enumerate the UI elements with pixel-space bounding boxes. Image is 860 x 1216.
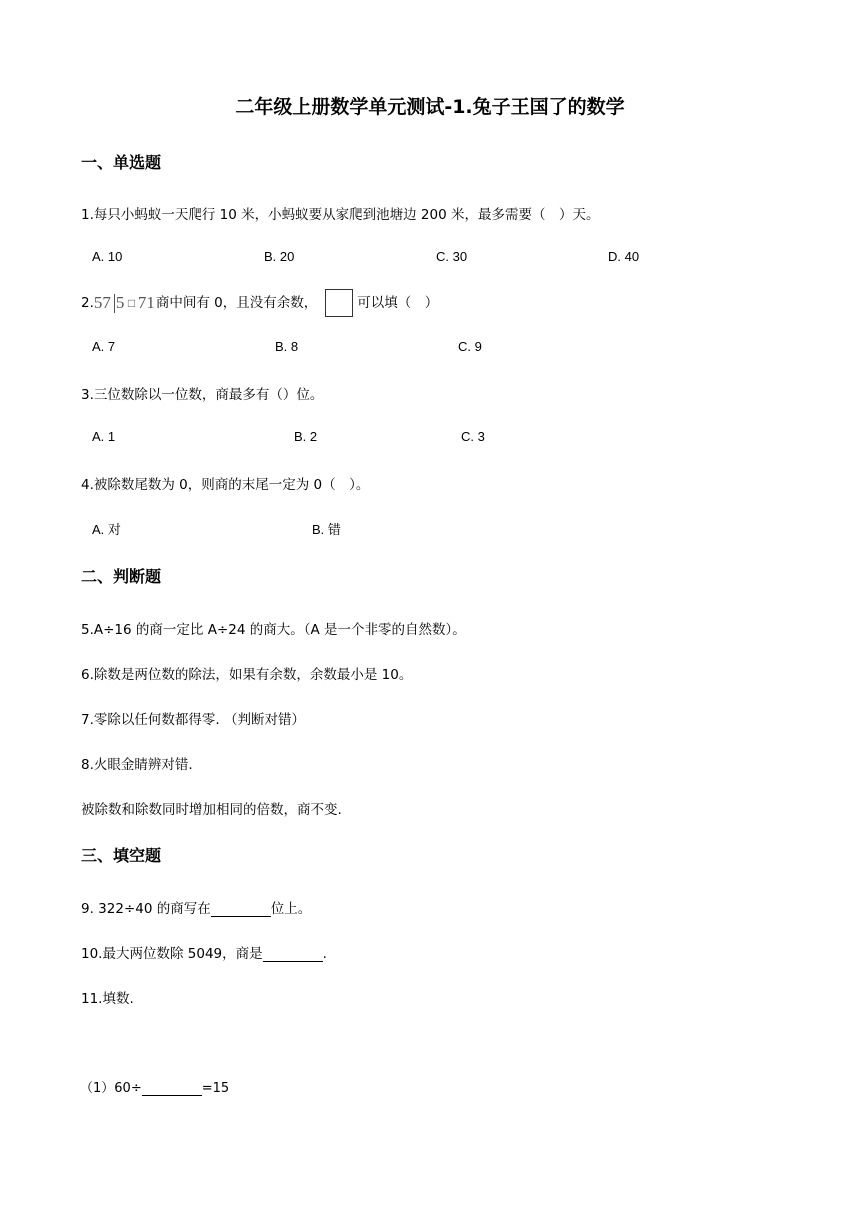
q9-text-after: 位上。 <box>270 901 312 917</box>
answer-box <box>325 289 353 317</box>
question-8: 8.火眼金睛辨对错. <box>81 757 193 773</box>
question-9 <box>81 897 311 917</box>
division-bracket <box>114 294 115 313</box>
q3-option-c[interactable]: C. 3 <box>461 429 485 444</box>
q11-1-text-after: =15 <box>201 1081 230 1096</box>
question-11: 11.填数. <box>81 991 134 1007</box>
q1-option-c[interactable]: C. 30 <box>436 249 468 264</box>
question-5: 5.A÷16 的商一定比 A÷24 的商大。（A 是一个非零的自然数）。 <box>81 622 466 638</box>
q1-option-d[interactable]: D. 40 <box>608 249 640 264</box>
q10-text-before: 10.最大两位数除 5049，商是 <box>81 946 263 962</box>
q4-option-a[interactable]: A. 对 <box>92 522 121 537</box>
q11-1-text-before: （1）60÷ <box>80 1081 142 1096</box>
question-2 <box>81 287 438 319</box>
q11-1-blank[interactable] <box>142 1081 202 1096</box>
q9-text-before: 9. 322÷40 的商写在 <box>81 901 211 917</box>
divisor-digit: 5 <box>115 293 125 312</box>
page-title: 二年级上册数学单元测试-1.兔子王国了的数学 <box>235 96 625 118</box>
q10-text-after: . <box>322 946 327 962</box>
q3-option-a[interactable]: A. 1 <box>92 429 116 444</box>
q3-option-b[interactable]: B. 2 <box>294 429 318 444</box>
q2-option-a[interactable]: A. 7 <box>92 339 116 354</box>
question-3: 3.三位数除以一位数，商最多有（）位。 <box>81 387 324 403</box>
question-11-part-1 <box>80 1077 229 1096</box>
q1-option-a[interactable]: A. 10 <box>92 249 123 264</box>
section-heading-fill-blank: 三、填空题 <box>81 846 162 865</box>
long-division-image <box>94 292 156 314</box>
q4-option-b[interactable]: B. 错 <box>312 522 341 537</box>
section-heading-true-false: 二、判断题 <box>81 567 162 586</box>
question-8-statement: 被除数和除数同时增加相同的倍数，商不变. <box>81 802 342 818</box>
question-1: 1.每只小蚂蚁一天爬行 10 米，小蚂蚁要从家爬到池塘边 200 米，最多需要（ ）天。 <box>81 207 600 223</box>
question-6: 6.除数是两位数的除法，如果有余数，余数最小是 10。 <box>81 667 413 683</box>
question-7: 7.零除以任何数都得零. （判断对错） <box>81 712 305 728</box>
q9-blank[interactable] <box>211 902 271 917</box>
q2-text-end: 可以填（ ） <box>357 295 439 311</box>
q2-option-c[interactable]: C. 9 <box>458 339 482 354</box>
q2-number: 2. <box>81 295 94 311</box>
question-4: 4.被除数尾数为 0，则商的末尾一定为 0（ ）。 <box>81 477 370 493</box>
q2-option-b[interactable]: B. 8 <box>275 339 299 354</box>
q2-text-mid: 商中间有 0，且没有余数， <box>155 295 318 311</box>
division-box-glyph: □ <box>127 296 136 310</box>
division-tail-digits: 71 <box>137 293 155 312</box>
q1-option-b[interactable]: B. 20 <box>264 249 295 264</box>
dividend-digits: 57 <box>93 293 111 312</box>
question-10 <box>81 942 327 962</box>
section-heading-single-choice: 一、单选题 <box>81 153 162 172</box>
q10-blank[interactable] <box>263 947 323 962</box>
